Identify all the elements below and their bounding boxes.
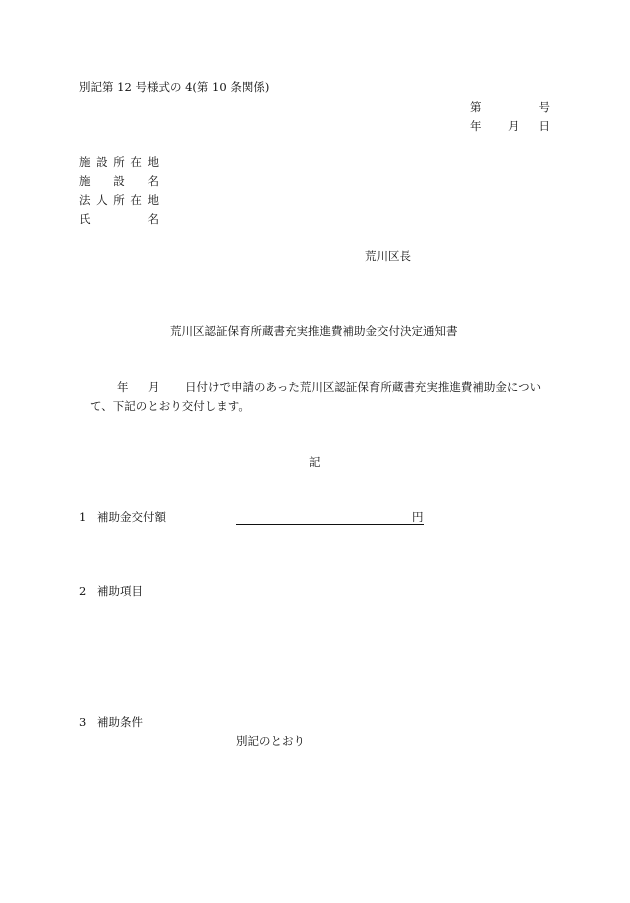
item-2-label: 補助項目: [97, 584, 143, 598]
ki-heading: 記: [309, 455, 321, 469]
date-month: 月: [508, 119, 520, 133]
facility-name-label: 施設名: [79, 174, 159, 188]
item-1-label: 補助金交付額: [97, 510, 166, 524]
form-reference: 別記第 12 号様式の 4(第 10 条関係): [79, 80, 270, 94]
item-1-number: 1: [79, 510, 87, 524]
person-name-label: 氏名: [79, 212, 159, 226]
yen-unit: 円: [412, 510, 424, 524]
document-number: [470, 100, 550, 114]
body-month: 月: [148, 380, 160, 394]
document-title: 荒川区認証保育所蔵書充実推進費補助金交付決定通知書: [170, 324, 458, 338]
item-3-value: 別記のとおり: [236, 734, 305, 748]
body-line2: て、下記のとおり交付します。: [90, 399, 250, 413]
body-line1: 日付けで申請のあった荒川区認証保育所蔵書充実推進費補助金につい: [185, 380, 542, 394]
doc-number-prefix: 第: [470, 100, 482, 114]
item-2-number: 2: [79, 584, 87, 598]
issue-date: [470, 119, 550, 133]
date-year: 年: [470, 119, 482, 133]
item-3-number: 3: [79, 715, 87, 729]
issuer: 荒川区長: [365, 249, 411, 263]
date-day: 日: [538, 119, 550, 133]
item-3-label: 補助条件: [97, 715, 143, 729]
doc-number-suffix: 号: [538, 100, 550, 114]
facility-address-label: 施設所在地: [79, 155, 159, 169]
corp-address-label: 法人所在地: [79, 193, 159, 207]
amount-blank: [236, 511, 412, 525]
body-year: 年: [117, 380, 129, 394]
